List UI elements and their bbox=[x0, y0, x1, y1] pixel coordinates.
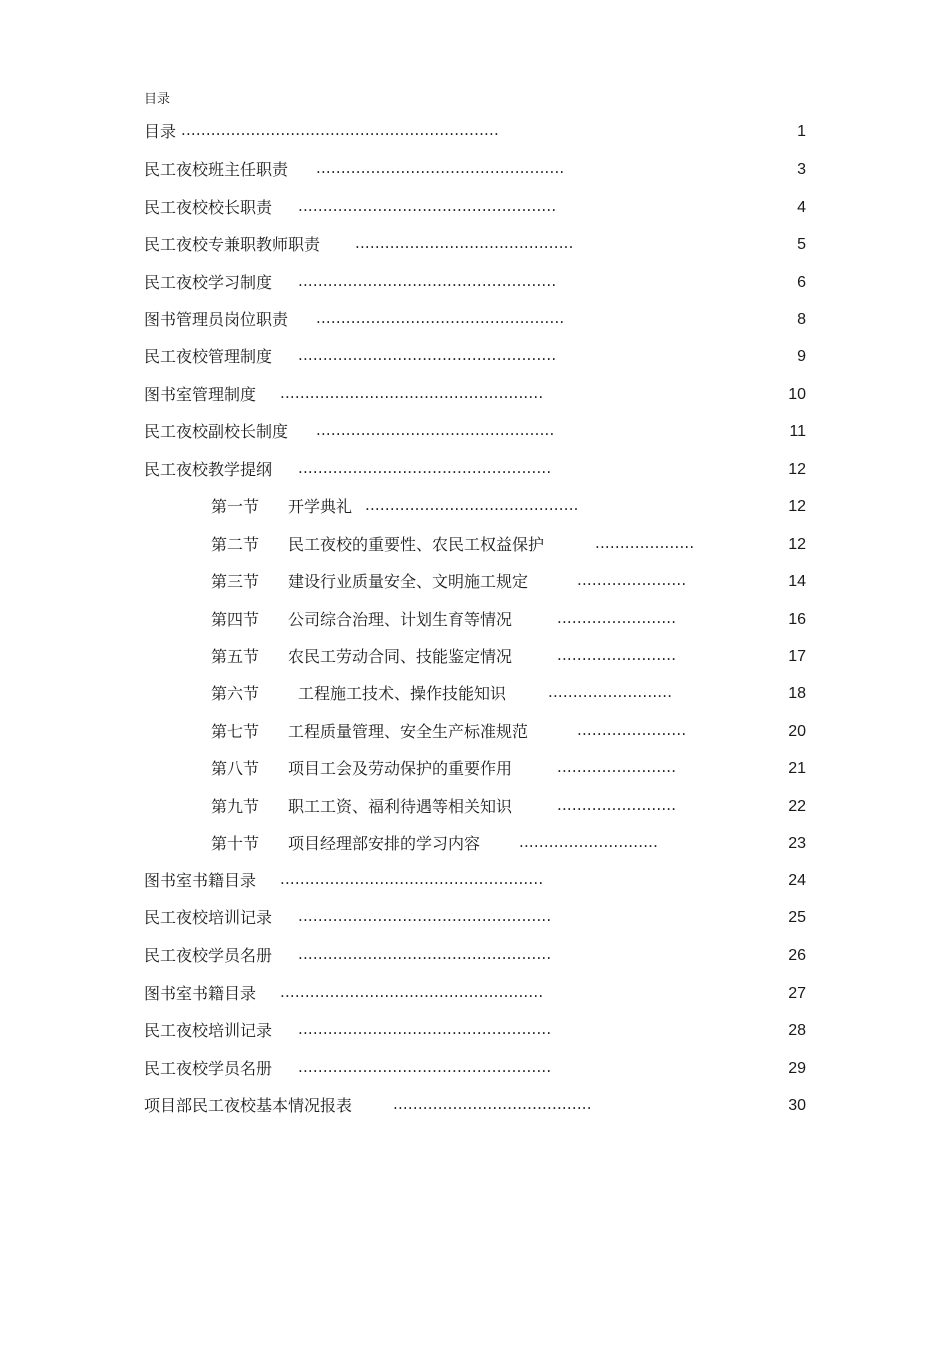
toc-entry-label: 项目部民工夜校基本情况报表 bbox=[144, 1096, 353, 1115]
toc-entry-page: 30 bbox=[788, 1097, 806, 1114]
section-page: 20 bbox=[788, 723, 806, 740]
toc-entry-label: 民工夜校教学提纲 bbox=[144, 460, 273, 479]
toc-entry[interactable] bbox=[0, 197, 950, 219]
section-leader: ............................ bbox=[519, 833, 659, 851]
section-number: 第八节 bbox=[211, 759, 260, 778]
section-number: 第二节 bbox=[211, 535, 260, 554]
toc-entry-label: 民工夜校学员名册 bbox=[144, 946, 273, 965]
toc-entry[interactable] bbox=[0, 159, 950, 181]
section-page: 21 bbox=[788, 760, 806, 777]
toc-entry-page: 11 bbox=[789, 423, 806, 440]
toc-entry[interactable] bbox=[0, 1058, 950, 1080]
toc-entry-label: 图书管理员岗位职责 bbox=[144, 310, 289, 329]
section-title: 工程施工技术、操作技能知识 bbox=[298, 684, 507, 703]
toc-entry-page: 6 bbox=[797, 274, 806, 291]
toc-section-entry[interactable] bbox=[0, 496, 950, 518]
toc-entry-page: 8 bbox=[797, 311, 806, 328]
toc-section-entry[interactable] bbox=[0, 721, 950, 743]
toc-section-entry[interactable] bbox=[0, 833, 950, 855]
toc-section-entry[interactable] bbox=[0, 796, 950, 818]
section-title: 项目工会及劳动保护的重要作用 bbox=[288, 759, 513, 778]
section-page: 14 bbox=[788, 573, 806, 590]
toc-entry-page: 5 bbox=[797, 236, 806, 253]
toc-entry[interactable] bbox=[0, 121, 950, 143]
toc-entry-page: 9 bbox=[797, 348, 806, 365]
toc-entry[interactable] bbox=[0, 945, 950, 967]
toc-entry[interactable] bbox=[0, 421, 950, 443]
toc-entry-leader: ................................................... bbox=[298, 945, 552, 963]
toc-entry-label: 民工夜校校长职责 bbox=[144, 198, 273, 217]
section-number: 第四节 bbox=[211, 610, 260, 629]
toc-entry-leader: ..................................................... bbox=[280, 983, 544, 1001]
toc-entry-page: 4 bbox=[797, 199, 806, 216]
toc-entry[interactable] bbox=[0, 1020, 950, 1042]
toc-section-entry[interactable] bbox=[0, 534, 950, 556]
toc-entry-page: 29 bbox=[788, 1060, 806, 1077]
toc-entry-page: 10 bbox=[788, 386, 806, 403]
toc-entry-leader: .................................................. bbox=[316, 309, 565, 327]
toc-entry-page: 24 bbox=[788, 872, 806, 889]
toc-entry-leader: ................................................ bbox=[316, 421, 555, 439]
toc-entry-page: 12 bbox=[788, 461, 806, 478]
toc-entry-page: 27 bbox=[788, 985, 806, 1002]
toc-section-entry[interactable] bbox=[0, 758, 950, 780]
section-leader: ........................ bbox=[557, 609, 677, 627]
toc-entry-leader: ................................................... bbox=[298, 459, 552, 477]
toc-entry-label: 民工夜校学员名册 bbox=[144, 1059, 273, 1078]
toc-entry-label: 图书室管理制度 bbox=[144, 385, 257, 404]
toc-entry-leader: ............................................ bbox=[355, 234, 574, 252]
toc-section-entry[interactable] bbox=[0, 683, 950, 705]
toc-entry-label: 民工夜校培训记录 bbox=[144, 1021, 273, 1040]
section-title: 工程质量管理、安全生产标准规范 bbox=[288, 722, 529, 741]
section-number: 第六节 bbox=[211, 684, 260, 703]
section-title: 职工工资、福利待遇等相关知识 bbox=[288, 797, 513, 816]
toc-entry-page: 1 bbox=[797, 123, 806, 140]
section-page: 23 bbox=[788, 835, 806, 852]
section-title: 民工夜校的重要性、农民工权益保护 bbox=[288, 535, 545, 554]
toc-entry-leader: ................................................... bbox=[298, 907, 552, 925]
section-title: 项目经理部安排的学习内容 bbox=[288, 834, 481, 853]
section-number: 第三节 bbox=[211, 572, 260, 591]
toc-entry[interactable] bbox=[0, 870, 950, 892]
section-title: 公司综合治理、计划生育等情况 bbox=[288, 610, 513, 629]
section-page: 16 bbox=[788, 611, 806, 628]
section-leader: ...................... bbox=[577, 721, 687, 739]
toc-section-entry[interactable] bbox=[0, 646, 950, 668]
toc-entry-leader: ................................................................ bbox=[181, 121, 499, 139]
section-page: 12 bbox=[788, 498, 806, 515]
section-number: 第七节 bbox=[211, 722, 260, 741]
section-number: 第一节 bbox=[211, 497, 260, 516]
toc-entry-label: 民工夜校副校长制度 bbox=[144, 422, 289, 441]
toc-entry-leader: ................................................... bbox=[298, 1058, 552, 1076]
section-number: 第五节 bbox=[211, 647, 260, 666]
toc-entry-label: 民工夜校专兼职教师职责 bbox=[144, 235, 321, 254]
toc-entry-page: 3 bbox=[797, 161, 806, 178]
toc-entry[interactable] bbox=[0, 459, 950, 481]
toc-entry[interactable] bbox=[0, 907, 950, 929]
page-title: 目录 bbox=[144, 92, 171, 107]
toc-entry-leader: .................................................... bbox=[298, 346, 557, 364]
section-leader: .................... bbox=[595, 534, 695, 552]
section-leader: ......................... bbox=[548, 683, 673, 701]
toc-entry-leader: ..................................................... bbox=[280, 384, 544, 402]
toc-entry-label: 民工夜校管理制度 bbox=[144, 347, 273, 366]
section-page: 17 bbox=[788, 648, 806, 665]
toc-entry[interactable] bbox=[0, 309, 950, 331]
toc-section-entry[interactable] bbox=[0, 571, 950, 593]
toc-entry-label: 图书室书籍目录 bbox=[144, 871, 257, 890]
section-leader: ...................... bbox=[577, 571, 687, 589]
toc-entry-label: 民工夜校培训记录 bbox=[144, 908, 273, 927]
toc-entry-page: 28 bbox=[788, 1022, 806, 1039]
toc-entry[interactable] bbox=[0, 384, 950, 406]
toc-entry[interactable] bbox=[0, 272, 950, 294]
toc-entry[interactable] bbox=[0, 234, 950, 256]
section-number: 第九节 bbox=[211, 797, 260, 816]
toc-entry[interactable] bbox=[0, 1095, 950, 1117]
section-page: 12 bbox=[788, 536, 806, 553]
toc-entry-leader: ..................................................... bbox=[280, 870, 544, 888]
section-leader: ........................................... bbox=[365, 496, 579, 514]
toc-entry-leader: .................................................... bbox=[298, 272, 557, 290]
toc-entry-page: 26 bbox=[788, 947, 806, 964]
toc-entry-label: 民工夜校班主任职责 bbox=[144, 160, 289, 179]
toc-entry-label: 图书室书籍目录 bbox=[144, 984, 257, 1003]
section-page: 18 bbox=[788, 685, 806, 702]
section-title: 建设行业质量安全、文明施工规定 bbox=[288, 572, 529, 591]
toc-entry-leader: ........................................ bbox=[393, 1095, 592, 1113]
section-title: 农民工劳动合同、技能鉴定情况 bbox=[288, 647, 513, 666]
toc-entry-label: 民工夜校学习制度 bbox=[144, 273, 273, 292]
toc-entry-leader: ................................................... bbox=[298, 1020, 552, 1038]
section-title: 开学典礼 bbox=[288, 497, 353, 516]
toc-section-entry[interactable] bbox=[0, 609, 950, 631]
toc-entry-label: 目录 bbox=[144, 122, 177, 141]
section-leader: ........................ bbox=[557, 796, 677, 814]
toc-entry-page: 25 bbox=[788, 909, 806, 926]
toc-entry[interactable] bbox=[0, 983, 950, 1005]
toc-entry-leader: .................................................... bbox=[298, 197, 557, 215]
toc-entry[interactable] bbox=[0, 346, 950, 368]
section-page: 22 bbox=[788, 798, 806, 815]
toc-entry-leader: .................................................. bbox=[316, 159, 565, 177]
section-leader: ........................ bbox=[557, 646, 677, 664]
section-leader: ........................ bbox=[557, 758, 677, 776]
section-number: 第十节 bbox=[211, 834, 260, 853]
